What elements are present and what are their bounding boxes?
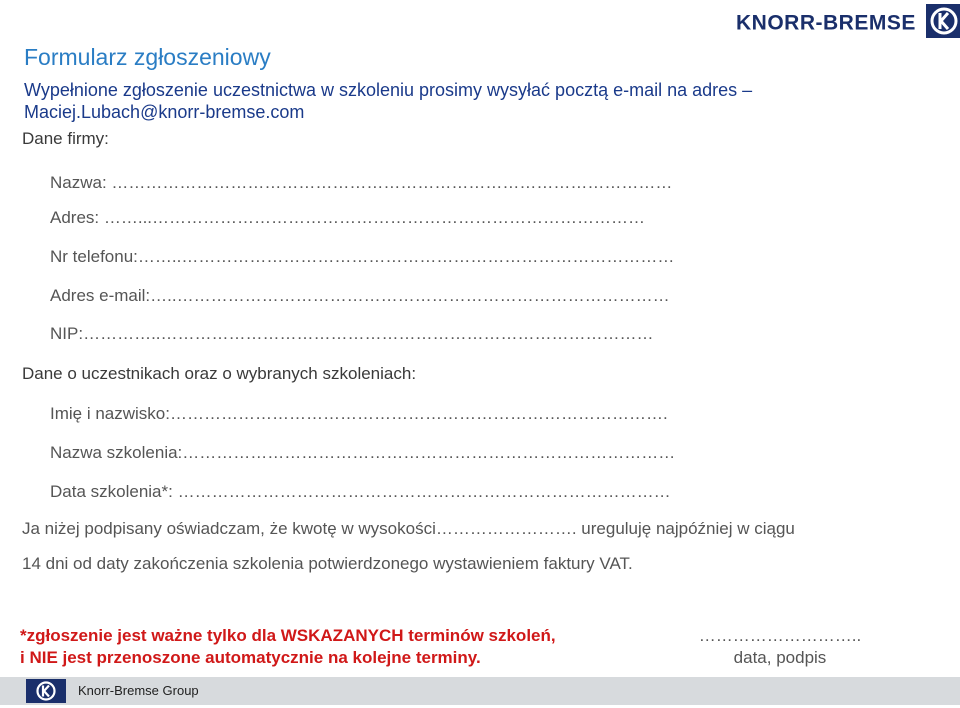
field-label: Adres e-mail: (50, 286, 151, 305)
field-label: Nazwa szkolenia: (50, 443, 183, 462)
company-address-field[interactable] (50, 208, 645, 228)
field-dots: ……..…………………………………………………………………………… (137, 247, 675, 266)
knorr-bremse-k-logo-icon (926, 4, 960, 43)
declaration-line-1: Ja niżej podpisany oświadczam, że kwotę w wysokości……………………. ureguluję najpóźniej w ciągu (22, 519, 795, 538)
field-label: NIP: (50, 324, 84, 343)
field-dots: …………………………………………………………………………… (177, 482, 671, 501)
field-label: Data szkolenia*: (50, 482, 178, 501)
training-date-field[interactable] (50, 482, 671, 502)
registration-warning (20, 625, 556, 669)
field-dots: …………………………………………………………………………… (182, 443, 676, 462)
page-title: Formularz zgłoszeniowy (24, 44, 271, 70)
field-dots: ……………………………………………………………………………. (169, 404, 668, 423)
field-dots: …………..…………………………………………………………………………… (83, 324, 654, 343)
contact-email-link[interactable]: Maciej.Lubach@knorr-bremse.com (24, 102, 305, 122)
signature-dots: ……………………….. (698, 626, 862, 645)
training-name-field[interactable] (50, 443, 675, 463)
intro-sentence: Wypełnione zgłoszenie uczestnictwa w szkoleniu prosimy wysyłać pocztą e-mail na adres – (24, 80, 753, 100)
intro-text (24, 79, 884, 123)
field-label: Nazwa: (50, 173, 112, 192)
participants-section-heading: Dane o uczestnikach oraz o wybranych szkoleniach: (22, 364, 417, 383)
footer-company-name: Knorr-Bremse Group (78, 683, 199, 698)
participant-name-field[interactable] (50, 404, 668, 424)
warning-line-2: i NIE jest przenoszone automatycznie na kolejne terminy. (20, 648, 481, 667)
brand-wordmark: KNORR-BREMSE (736, 11, 916, 35)
signature-label: data, podpis (733, 648, 827, 667)
field-label: Adres: (50, 208, 104, 227)
field-dots: …..…………………………………………………………………………… (150, 286, 670, 305)
company-nip-field[interactable] (50, 324, 654, 344)
field-dots: ……...…………………………………………………………………………… (103, 208, 646, 227)
brand-logo (736, 4, 960, 43)
field-label: Nr telefonu: (50, 247, 138, 266)
declaration-line-2: 14 dni od daty zakończenia szkolenia potwierdzonego wystawieniem faktury VAT. (22, 554, 633, 573)
field-label: Imię i nazwisko: (50, 404, 170, 423)
company-name-field[interactable] (50, 173, 672, 193)
signature-block[interactable] (680, 625, 880, 669)
knorr-bremse-k-logo-icon (26, 679, 66, 708)
field-dots: ……………………………………………………………………………………… (111, 173, 673, 192)
company-phone-field[interactable] (50, 247, 674, 267)
company-email-field[interactable] (50, 286, 670, 306)
warning-line-1: *zgłoszenie jest ważne tylko dla WSKAZANYCH terminów szkoleń, (20, 626, 556, 645)
footer-bar (0, 677, 960, 705)
company-section-heading: Dane firmy: (22, 129, 109, 148)
